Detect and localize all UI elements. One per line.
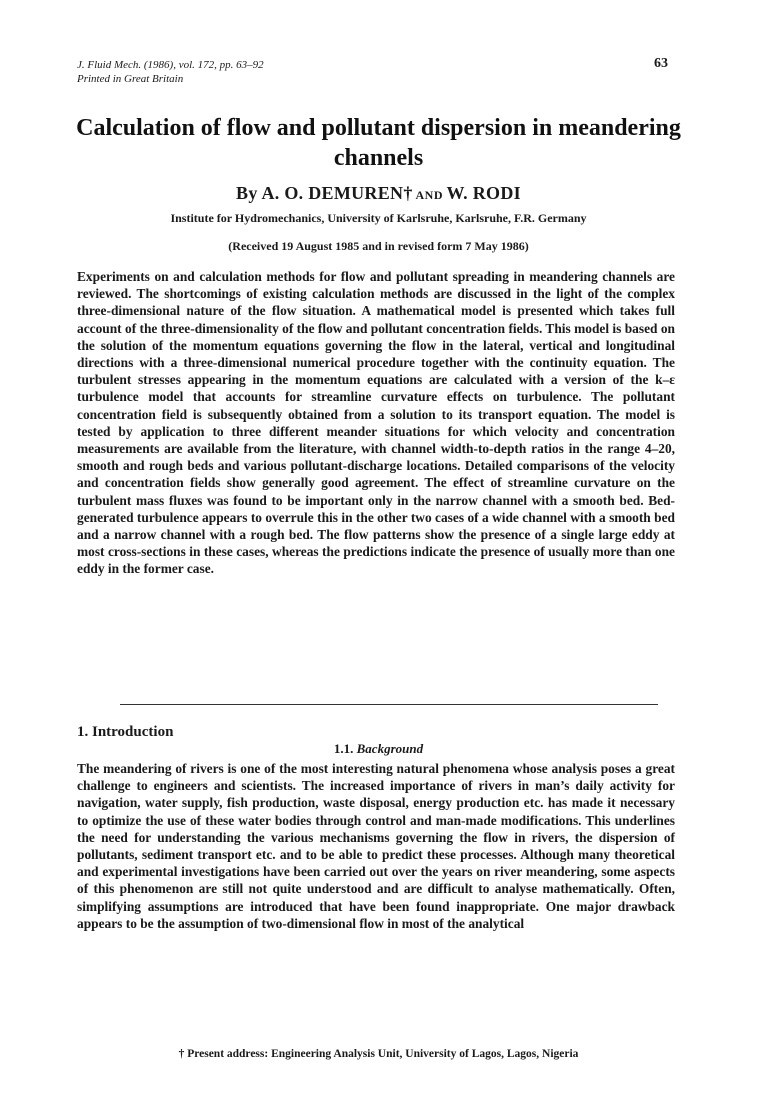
- section-heading: 1. Introduction: [77, 724, 174, 740]
- page-number: 63: [654, 56, 668, 71]
- subsection-heading: [60, 741, 697, 757]
- subsection-number: 1.1.: [333, 741, 357, 756]
- author-first: By A. O. DEMUREN: [236, 183, 404, 203]
- subsection-title: Background: [356, 741, 424, 756]
- footnote: † Present address: Engineering Analysis Unit, University of Lagos, Lagos, Nigeria: [178, 1048, 579, 1060]
- intro-paragraph: The meandering of rivers is one of the most interesting natural phenomena whose analysis poses a great challenge to engineers and scientists. The increased importance of rivers in man’s daily activity for navigation, water supply, fish production, waste disposal, energy production etc. has made it necessary to optimize the use of these water bodies through control and man-made modifications. This underlines the need for understanding the various mechanisms governing the flow in rivers, the dispersion of pollutants, sediment transport etc. and to be able to predict these processes. Although many theoretical and experimental investigations have been carried out over the years on river meandering, some aspects of this phenomenon are still not quite understood and are difficult to analyse mathematically. Often, simplifying assumptions are introduced that have been found inappropriate. One major drawback appears to be the assumption of two-dimensional flow in most of the analytical: [77, 761, 675, 931]
- printed-in: Printed in Great Britain: [77, 73, 184, 85]
- author-second: W. RODI: [446, 183, 521, 203]
- affiliation: Institute for Hydromechanics, University of Karlsruhe, Karlsruhe, F.R. Germany: [170, 211, 587, 225]
- author-and: AND: [412, 188, 447, 202]
- paper-title: Calculation of flow and pollutant dispersion in meandering channels: [76, 115, 681, 171]
- abstract: Experiments on and calculation methods for flow and pollutant spreading in meandering channels are reviewed. The shortcomings of existing calculation methods are discussed in the light of the complex three-dimensional nature of the flow situation. A mathematical model is presented which takes full account of the three-dimensionality of the flow and pollutant concentration fields. This model is based on the solution of the momentum equations governing the flow in the lateral, vertical and longitudinal directions with a three-dimensional numerical procedure together with the continuity equation. The turbulent stresses appearing in the momentum equations are calculated with a version of the k–ε turbulence model that accounts for streamline curvature effects on turbulence. The pollutant concentration field is subsequently obtained from a solution to its transport equation. The model is tested by application to three different meander situations for which velocity and concentration measurements are available from the literature, with channel width-to-depth ratios in the range 4–20, smooth and rough beds and various pollutant-discharge locations. Detailed comparisons of the velocity and concentration fields show generally good agreement. The effect of streamline curvature on the turbulent mass fluxes was found to be important only in the narrow channel with a smooth bed. Bed-generated turbulence appears to overrule this in the other two cases of a wide channel with a smooth bed and a narrow channel with a rough bed. The flow patterns show the presence of a single large eddy at most cross-sections in these cases, whereas the predictions indicate the presence of usually more than one eddy in the former case.: [77, 269, 675, 577]
- journal-citation: J. Fluid Mech. (1986), vol. 172, pp. 63–92: [77, 59, 264, 71]
- divider-rule: [120, 704, 658, 705]
- dagger-mark: †: [403, 183, 413, 203]
- author-line: [60, 183, 697, 204]
- journal-header: [77, 58, 264, 86]
- received-date: (Received 19 August 1985 and in revised form 7 May 1986): [228, 239, 529, 253]
